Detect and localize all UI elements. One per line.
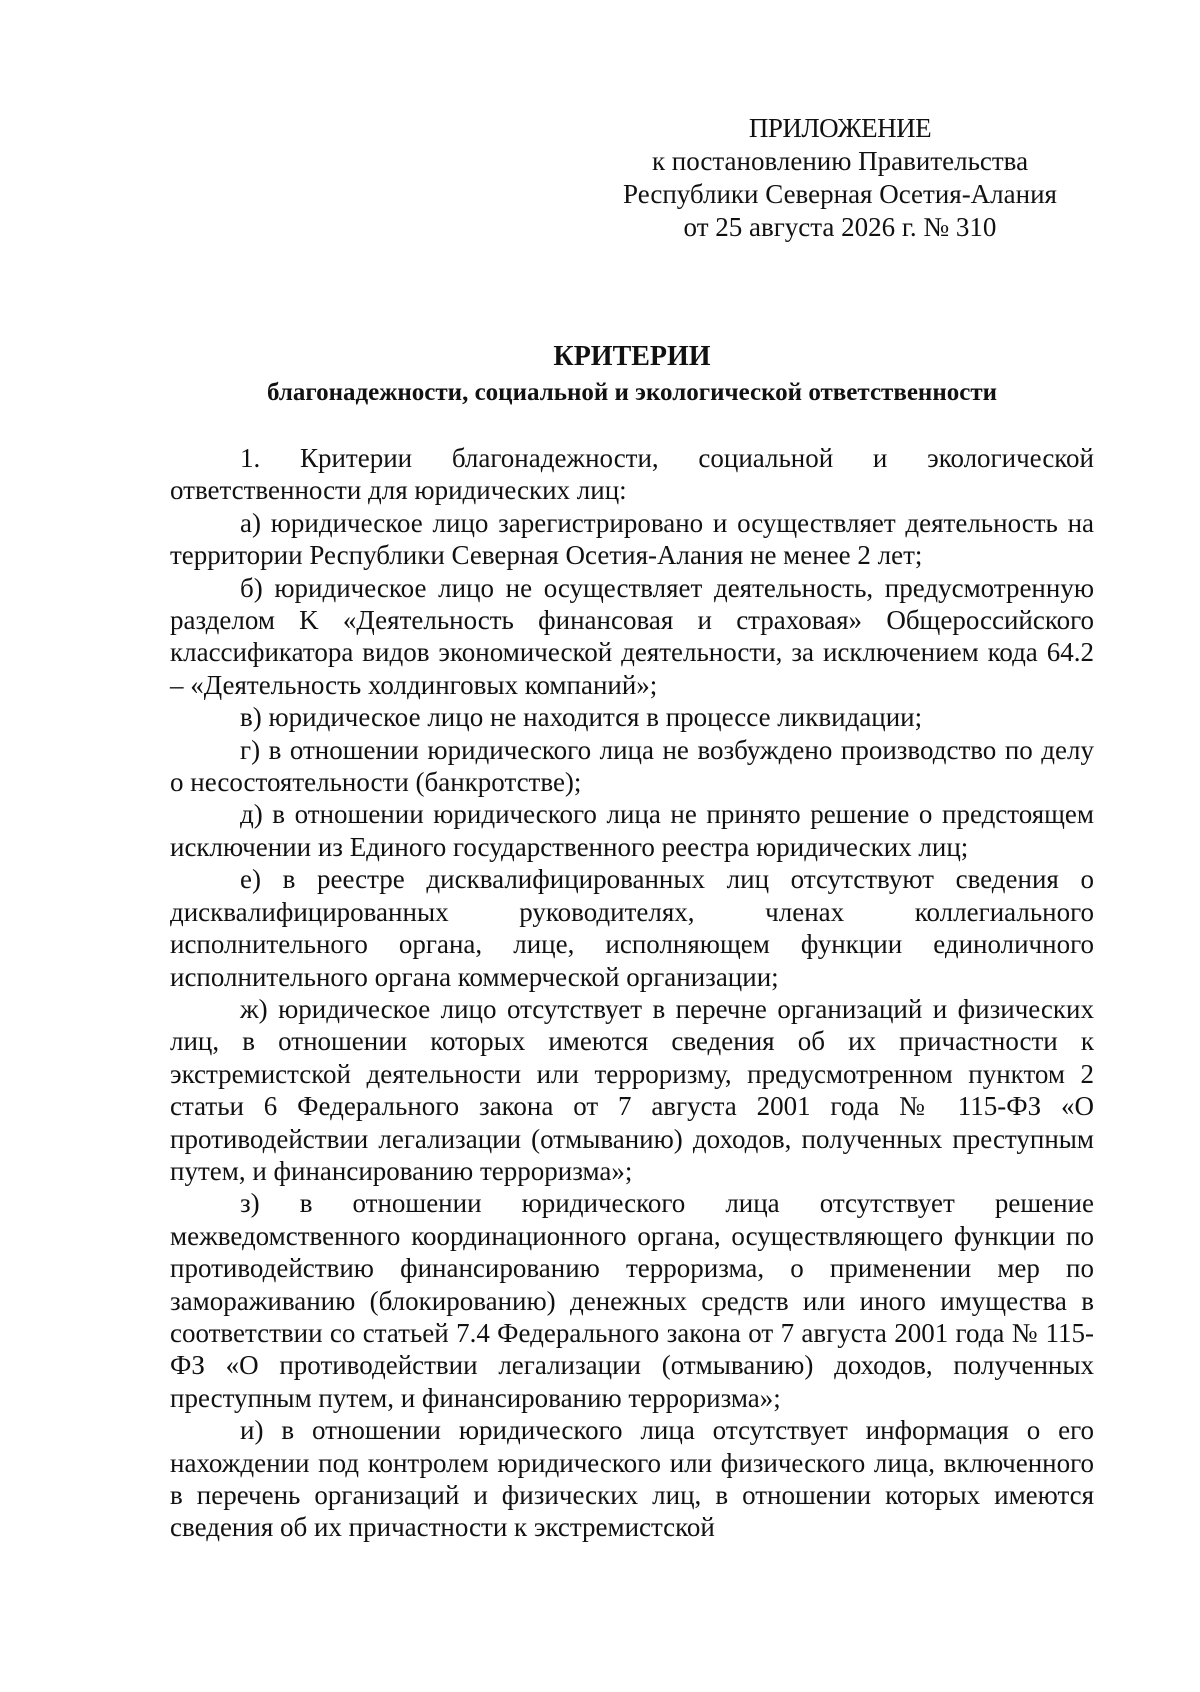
- annex-line-3: от 25 августа 2026 г. № 310: [683, 212, 997, 242]
- annex-header: [620, 112, 1060, 244]
- document-subtitle: благонадежности, социальной и экологической ответственности: [266, 379, 998, 406]
- paragraph-e: е) в реестре дисквалифицированных лиц отсутствуют сведения о дисквалифицированных руководителях, членах коллегиального исполнительного органа, лице, исполняющем функции единоличного исполнительного органа коммерческой организации;: [170, 864, 1094, 992]
- document-heading: [170, 340, 1094, 410]
- paragraph-z: з) в отношении юридического лица отсутствует решение межведомственного координационного органа, осуществляющего функции по противодействию финансированию терроризма, о применении мер по замораживанию (блокированию) денежных средств или иного имущества в соответствии со статьей 7.4 Федерального закона от 7 августа 2001 года № 115-ФЗ «О противодействии легализации (отмыванию) доходов, полученных преступным путем, и финансированию терроризма»;: [170, 1188, 1094, 1413]
- paragraph-i: и) в отношении юридического лица отсутствует информация о его нахождении под контролем юридического или физического лица, включенного в перечень организаций и физических лиц, в отношении которых имеются сведения об их причастности к экстремистской: [170, 1415, 1094, 1543]
- paragraph-b: б) юридическое лицо не осуществляет деятельность, предусмотренную разделом K «Деятельность финансовая и страховая» Общероссийского классификатора видов экономической деятельности, за исключением кода 64.2 – «Деятельность холдинговых компаний»;: [170, 572, 1094, 700]
- paragraph-zh: ж) юридическое лицо отсутствует в перечне организаций и физических лиц, в отношении которых имеются сведения об их причастности к экстремистской деятельности или терроризму, предусмотренном пунктом 2 статьи 6 Федерального закона от 7 августа 2001 года № 115-ФЗ «О противодействии легализации (отмыванию) доходов, полученных преступным путем, и финансированию терроризма»;: [170, 993, 1094, 1186]
- paragraph-1: 1. Критерии благонадежности, социальной и экологической ответственности для юридических лиц:: [170, 443, 1094, 506]
- paragraph-d: д) в отношении юридического лица не принято решение о предстоящем исключении из Единого государственного реестра юридических лиц;: [170, 799, 1094, 862]
- annex-line-2: Республики Северная Осетия-Алания: [623, 179, 1057, 209]
- paragraph-g: г) в отношении юридического лица не возбуждено производство по делу о несостоятельности (банкротстве);: [170, 734, 1094, 798]
- annex-title: ПРИЛОЖЕНИЕ: [748, 113, 932, 143]
- annex-line-1: к постановлению Правительства: [651, 146, 1029, 176]
- paragraph-a: а) юридическое лицо зарегистрировано и осуществляет деятельность на территории Республики Северная Осетия-Алания не менее 2 лет;: [170, 507, 1094, 571]
- paragraph-v: в) юридическое лицо не находится в процессе ликвидации;: [240, 702, 923, 733]
- document-body: [170, 442, 1094, 1544]
- document-title: КРИТЕРИИ: [553, 341, 711, 372]
